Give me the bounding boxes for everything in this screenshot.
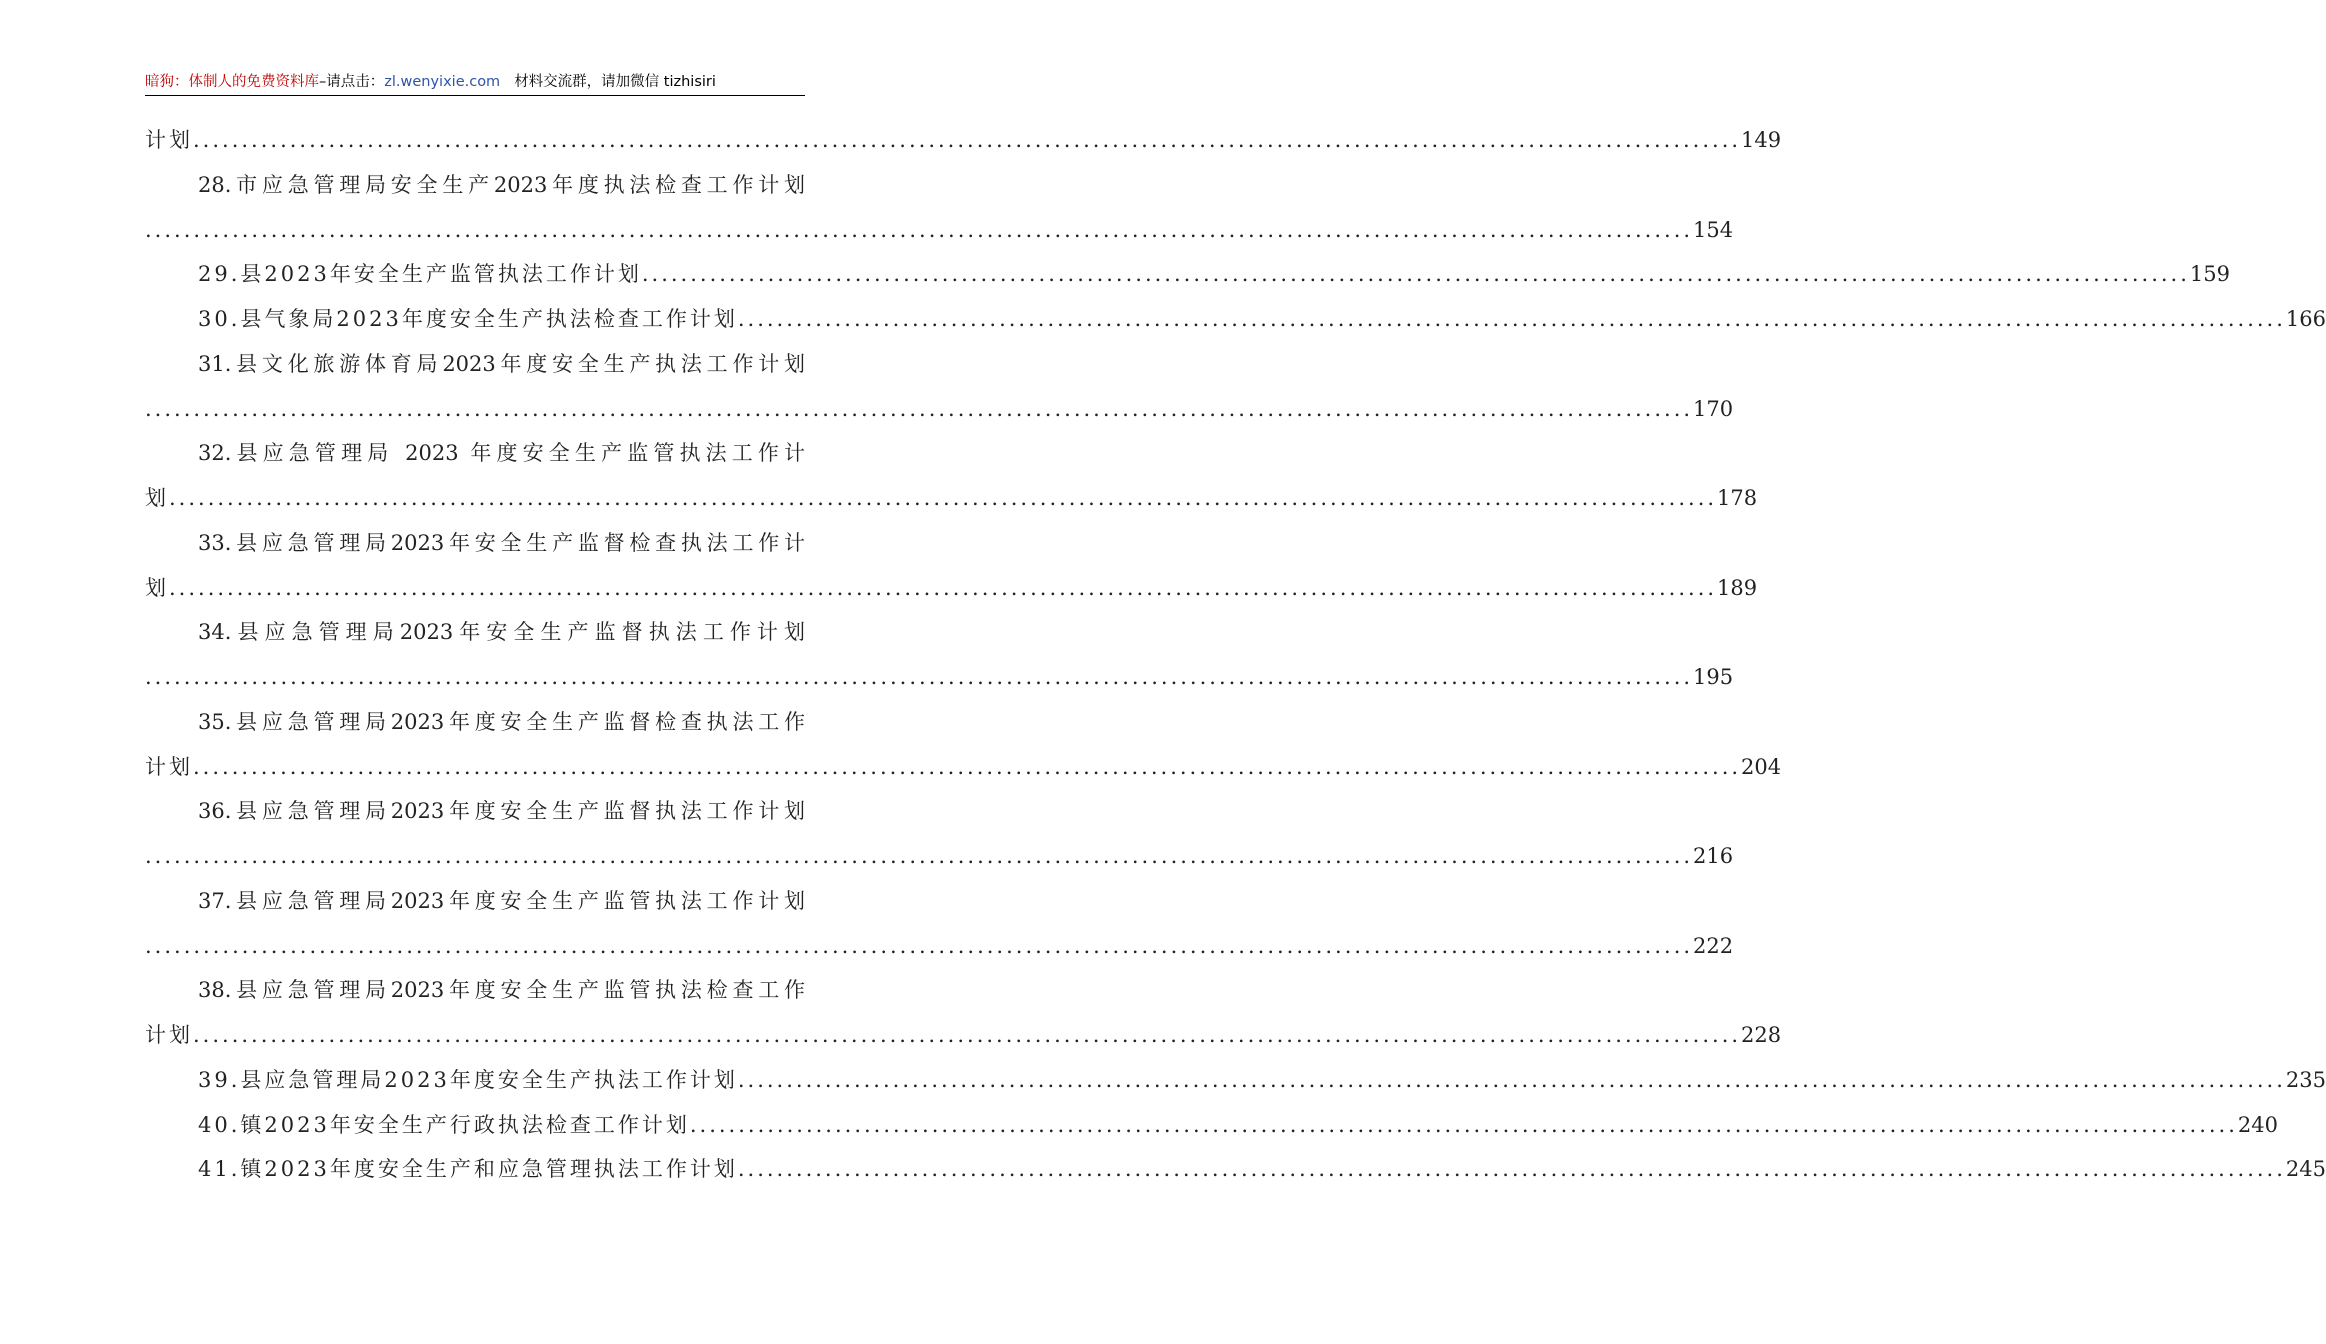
toc-page-number: 204 xyxy=(1741,754,1782,779)
toc-entry-line[interactable] xyxy=(145,163,805,208)
page-header xyxy=(145,70,805,94)
toc-entry-line[interactable] xyxy=(145,745,1782,790)
table-of-contents xyxy=(145,118,2326,1192)
toc-entry-title: 划 xyxy=(145,486,169,510)
toc-entry-line[interactable] xyxy=(145,968,805,1013)
toc-dot-leader: ................................................................................................................................................................ xyxy=(689,1112,2238,1137)
toc-page-number: 170 xyxy=(1693,396,1734,421)
toc-page-number: 216 xyxy=(1693,844,1734,868)
toc-entry-title: 31.县文化旅游体育局2023年度安全生产执法工作计划 xyxy=(198,351,805,376)
toc-entry-line[interactable] xyxy=(145,342,805,387)
header-brand: 暗狗：体制人的免费资料库 xyxy=(145,74,319,90)
toc-dot-leader: ................................................................................................................................................................ xyxy=(145,396,1694,421)
toc-page-number: 178 xyxy=(1717,486,1758,510)
toc-entry-line[interactable] xyxy=(145,1147,2326,1192)
toc-page-number: 240 xyxy=(2237,1112,2278,1137)
toc-entry-title: 33.县应急管理局2023年安全生产监督检查执法工作计 xyxy=(198,530,805,555)
toc-entry-line[interactable] xyxy=(145,208,1734,253)
toc-dot-leader: ................................................................................................................................................................ xyxy=(169,575,1718,600)
toc-dot-leader: ................................................................................................................................................................ xyxy=(737,307,2286,331)
toc-dot-leader: ................................................................................................................................................................ xyxy=(737,1157,2286,1182)
toc-page-number: 245 xyxy=(2285,1157,2326,1182)
toc-entry-title: 37.县应急管理局2023年度安全生产监管执法工作计划 xyxy=(198,888,805,913)
toc-entry-line[interactable] xyxy=(145,924,1734,969)
toc-page-number: 159 xyxy=(2189,262,2230,287)
toc-entry-title: 36.县应急管理局2023年度安全生产监督执法工作计划 xyxy=(198,799,805,824)
toc-page-number: 235 xyxy=(2285,1067,2326,1092)
toc-dot-leader: ................................................................................................................................................................ xyxy=(193,128,1742,152)
toc-entry-title: 32.县应急管理局 2023 年度安全生产监管执法工作计 xyxy=(198,441,805,466)
toc-entry-title: 39.县应急管理局2023年度安全生产执法工作计划 xyxy=(198,1067,738,1092)
toc-entry-line[interactable] xyxy=(145,431,805,476)
toc-page-number: 166 xyxy=(2285,307,2326,331)
toc-entry-line[interactable] xyxy=(145,789,805,834)
toc-entry-line[interactable] xyxy=(145,879,805,924)
toc-entry-title: 计划 xyxy=(145,128,193,152)
header-prompt: –请点击： xyxy=(319,74,385,90)
header-divider xyxy=(145,95,805,96)
toc-entry-title: 30.县气象局2023年度安全生产执法检查工作计划 xyxy=(198,307,738,331)
toc-page-number: 189 xyxy=(1717,575,1758,600)
toc-entry-title: 计划 xyxy=(145,754,193,779)
toc-entry-title: 计划 xyxy=(145,1023,193,1047)
toc-page-number: 222 xyxy=(1693,933,1734,958)
toc-entry-line[interactable] xyxy=(145,387,1734,432)
toc-entry-title: 34.县应急管理局2023年安全生产监督执法工作计划 xyxy=(198,620,805,645)
toc-entry-line[interactable] xyxy=(145,521,805,566)
toc-entry-title: 41.镇2023年度安全生产和应急管理执法工作计划 xyxy=(198,1157,738,1182)
toc-entry-line[interactable] xyxy=(145,118,1782,163)
toc-entry-line[interactable] xyxy=(145,297,2326,342)
toc-entry-title: 29.县2023年安全生产监管执法工作计划 xyxy=(198,262,642,287)
toc-page-number: 149 xyxy=(1741,128,1782,152)
toc-entry-title: 40.镇2023年安全生产行政执法检查工作计划 xyxy=(198,1112,690,1137)
header-contact: 材料交流群，请加微信 tizhisiri xyxy=(514,74,716,90)
toc-entry-line[interactable] xyxy=(145,655,1734,700)
toc-dot-leader: ................................................................................................................................................................ xyxy=(145,665,1694,689)
toc-entry-line[interactable] xyxy=(145,566,1758,611)
toc-entry-line[interactable] xyxy=(145,610,805,655)
toc-entry-line[interactable] xyxy=(145,476,1758,521)
toc-entry-title: 划 xyxy=(145,575,169,600)
toc-dot-leader: ................................................................................................................................................................ xyxy=(145,844,1694,868)
toc-dot-leader: ................................................................................................................................................................ xyxy=(145,933,1694,958)
toc-entry-title: 38.县应急管理局2023年度安全生产监管执法检查工作 xyxy=(198,978,805,1003)
toc-dot-leader: ................................................................................................................................................................ xyxy=(169,486,1718,510)
toc-dot-leader: ................................................................................................................................................................ xyxy=(737,1067,2286,1092)
toc-dot-leader: ................................................................................................................................................................ xyxy=(193,1023,1742,1047)
toc-dot-leader: ................................................................................................................................................................ xyxy=(145,217,1694,242)
toc-entry-line[interactable] xyxy=(145,700,805,745)
toc-entry-line[interactable] xyxy=(145,834,1734,879)
toc-page-number: 228 xyxy=(1741,1023,1782,1047)
toc-entry-title: 28.市应急管理局安全生产2023年度执法检查工作计划 xyxy=(198,172,805,197)
toc-dot-leader: ................................................................................................................................................................ xyxy=(641,262,2190,287)
toc-entry-line[interactable] xyxy=(145,1013,1782,1058)
toc-entry-title: 35.县应急管理局2023年度安全生产监督检查执法工作 xyxy=(198,709,805,734)
header-link[interactable]: zl.wenyixie.com xyxy=(384,74,501,90)
toc-page-number: 195 xyxy=(1693,665,1734,689)
toc-entry-line[interactable] xyxy=(145,1058,2326,1103)
toc-entry-line[interactable] xyxy=(145,1103,2278,1148)
toc-entry-line[interactable] xyxy=(145,252,2230,297)
toc-page-number: 154 xyxy=(1693,217,1734,242)
toc-dot-leader: ................................................................................................................................................................ xyxy=(193,754,1742,779)
